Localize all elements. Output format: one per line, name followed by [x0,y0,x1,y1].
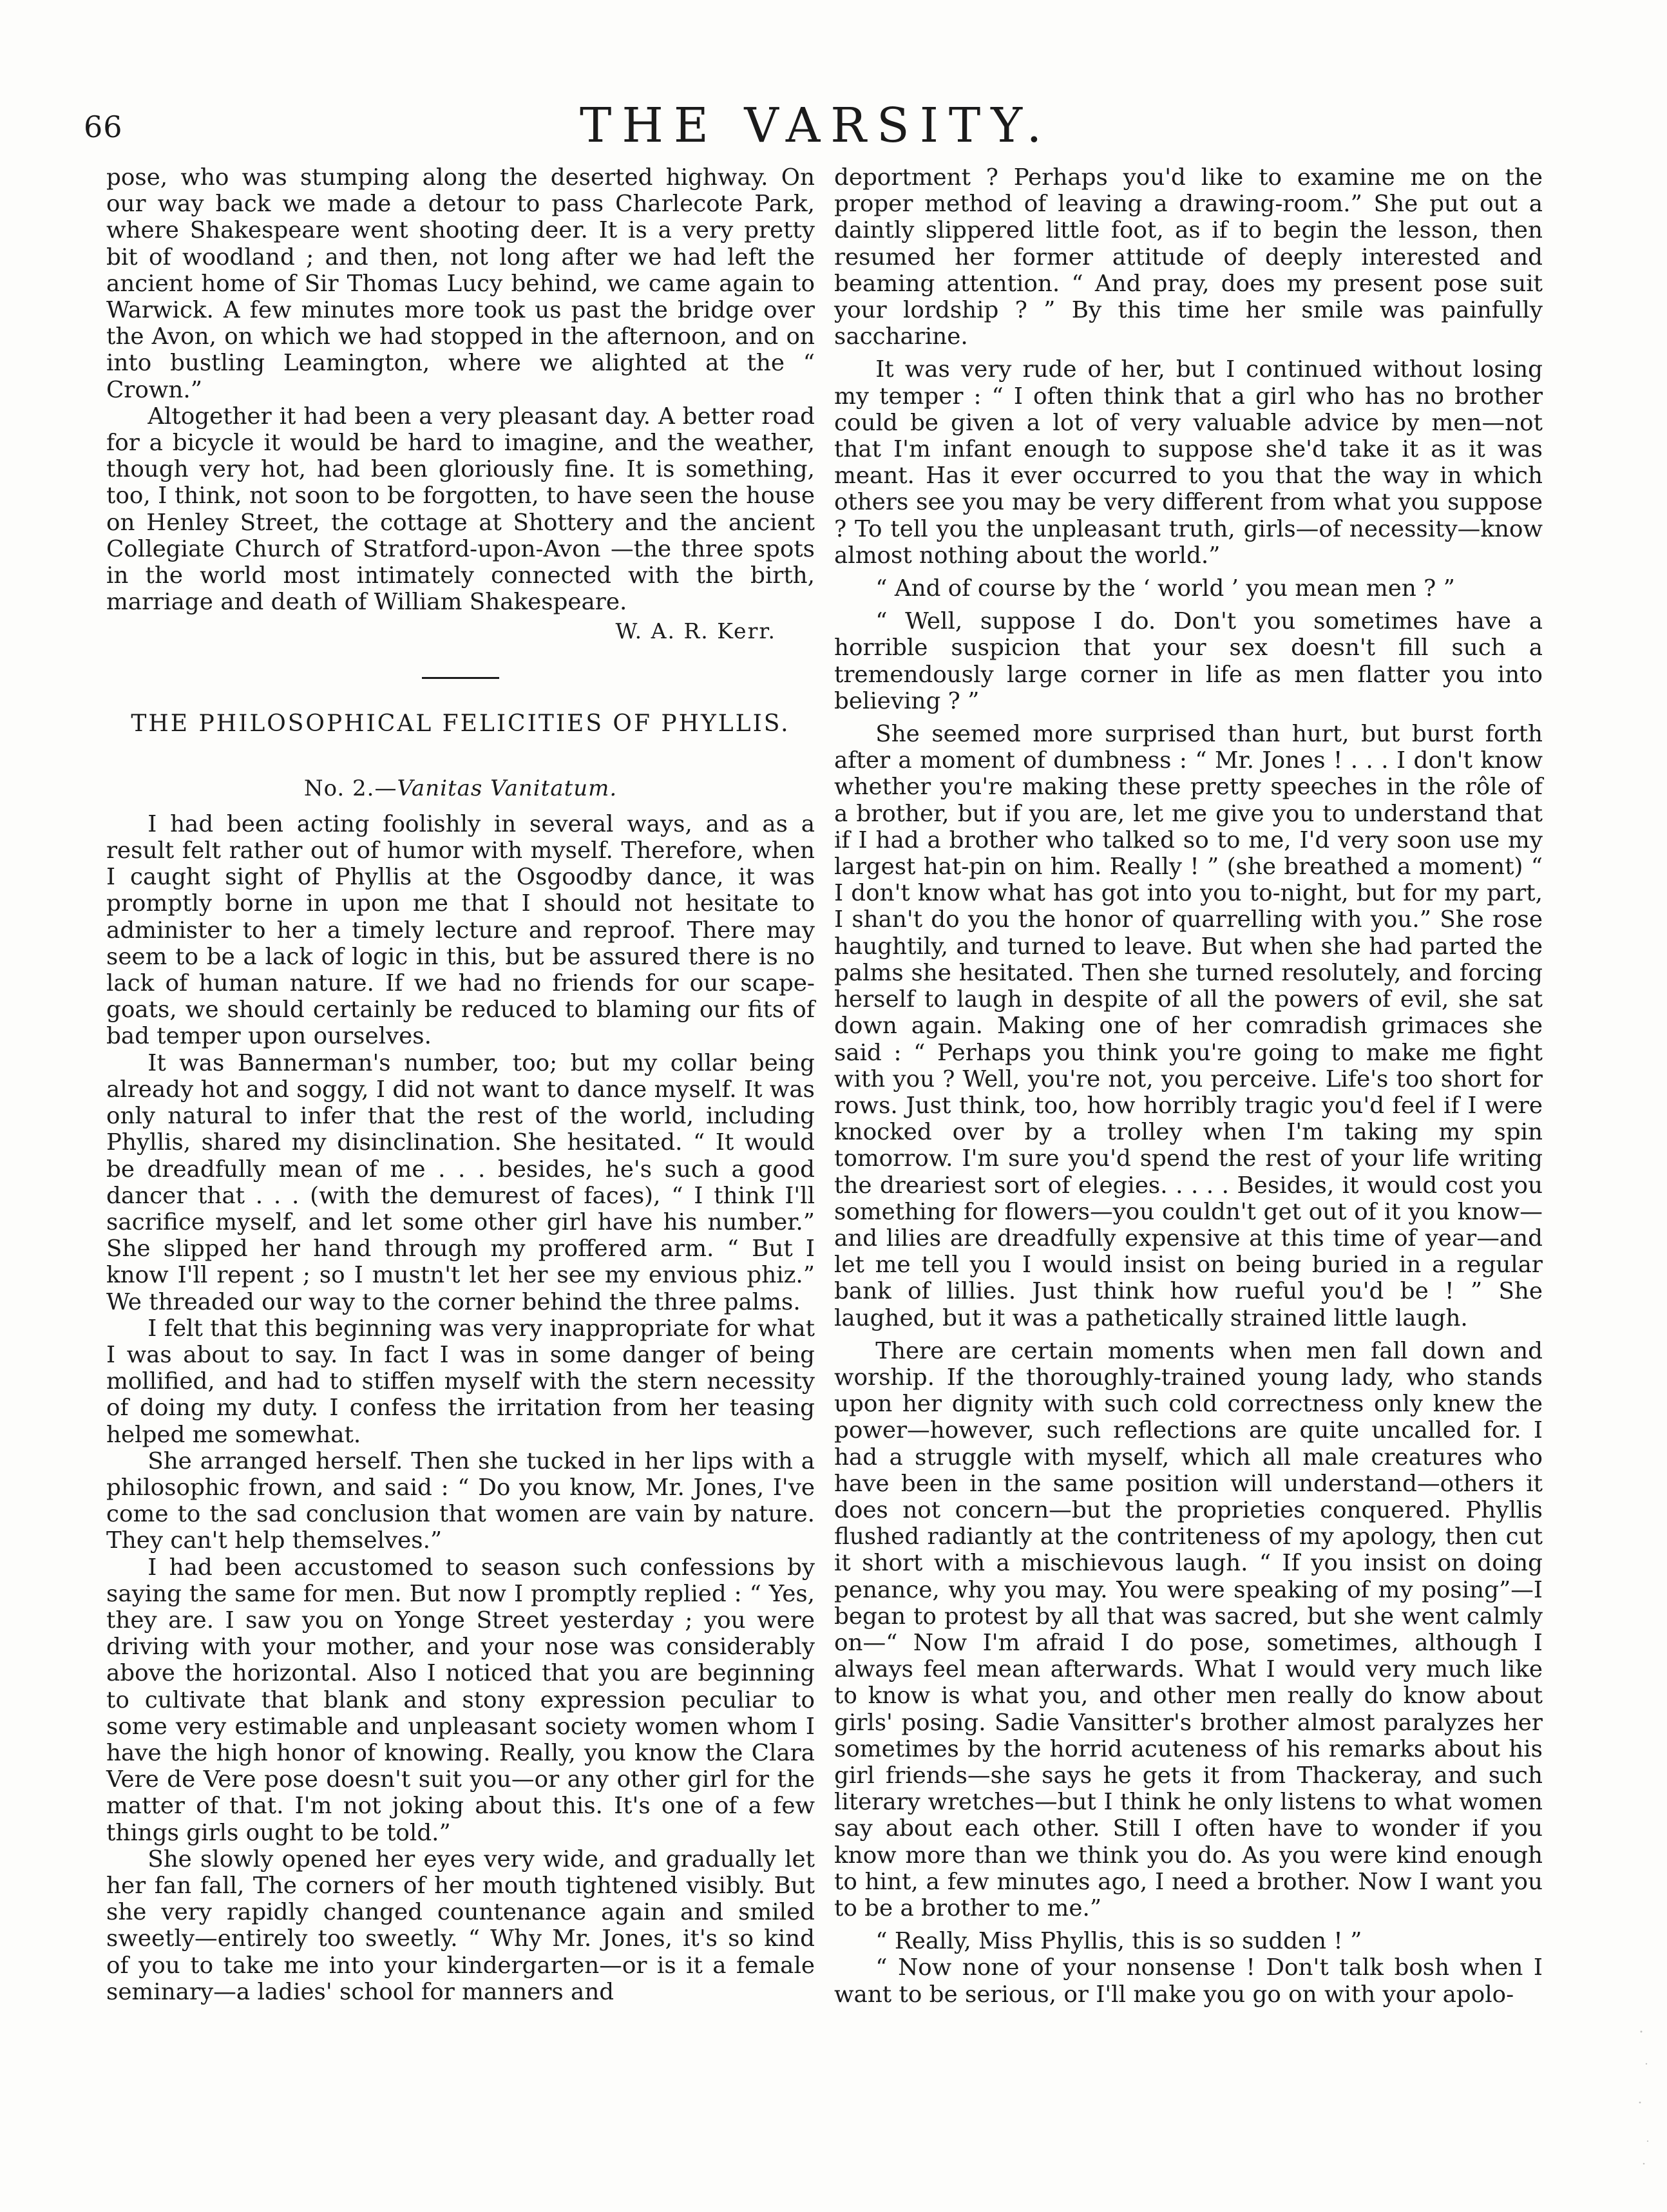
page-edge-marks [1635,2019,1654,2173]
paragraph: “ Well, suppose I do. Don't you sometimes have a horrible suspicion that your sex doesn't fill such a tremendously large corner in life as men flatter you into believing ? ” [834,608,1543,714]
page-number: 66 [84,110,123,144]
journal-title: THE VARSITY. [580,98,1053,153]
article-title: THE PHILOSOPHICAL FELICITIES OF PHYLLIS. [131,710,790,737]
author-signature: W. A. R. Kerr. [615,618,776,644]
paragraph: pose, who was stumping along the deserted highway. On our way back we made a detour to pass Charlecote Park, where Shakespeare went shooting deer. It is a very pretty bit of woodland ; and then, not long after we had left the ancient home of Sir Thomas Lucy behind, we came again to Warwick. A few minutes more took us past the bridge over the Avon, on which we had stopped in the afternoon, and on into bustling Leamington, where we alighted at the “ Crown.” [106,164,815,403]
section-divider [422,677,499,679]
paragraph: “ Now none of your nonsense ! Don't talk bosh when I want to be serious, or I'll make you go on with your apolo- [834,1954,1543,2008]
article-subtitle [106,776,815,802]
paragraph: There are certain moments when men fall down and worship. If the thoroughly-trained young lady, who stands upon her dignity with such cold correctness only knew the power—however, such reflections are quite uncalled for. I had a struggle with myself, which all male creatures who have been in the same position will understand—others it does not concern—but the proprieties conquered. Phyllis flushed radiantly at the contriteness of my apology, then cut it short with a mischievous laugh. “ If you insist on doing penance, why you may. You were speaking of my posing”—I began to protest by all that was sacred, but she went calmly on—“ Now I'm afraid I do pose, sometimes, although I always feel mean afterwards. What I would very much like to know is what you, and other men really do know about girls' posing. Sadie Vansitter's brother almost paralyzes her sometimes by the horrid acuteness of his remarks about his girl friends—she says he gets it from Thackeray, and such literary wretches—but I think he only listens to what women say about each other. Still I often have to wonder if you know more than we think you do. As you were kind enough to hint, a few minutes ago, I need a brother. Now I want you to be a brother to me.” [834,1337,1543,1921]
paragraph: Altogether it had been a very pleasant day. A better road for a bicycle it would be hard to imagine, and the weather, though very hot, had been gloriously fine. It is something, too, I think, not soon to be forgotten, to have seen the house on Henley Street, the cottage at Shottery and the ancient Collegiate Church of Stratford-upon-Avon —the three spots in the world most intimately connected with the birth, marriage and death of William Shakespeare. [106,403,815,616]
page-header [0,0,1667,153]
subtitle-number: No. 2.— [303,775,397,801]
paragraph: deportment ? Perhaps you'd like to examine me on the proper method of leaving a drawing-room.” She put out a daintly slippered little foot, as if to begin the lesson, then resumed her former attitude of deeply interested and beaming attention. “ And pray, does my present pose suit your lordship ? ” By this time her smile was painfully saccharine. [834,164,1543,350]
paragraph: She slowly opened her eyes very wide, and gradually let her fan fall, The corners of her mouth tightened visibly. But she very rapidly changed countenance again and smiled sweetly—entirely too sweetly. “ Why Mr. Jones, it's so kind of you to take me into your kindergarten—or is it a female seminary—a ladies' school for manners and [106,1845,815,2005]
paragraph: I had been accustomed to season such confessions by saying the same for men. But now I promptly replied : “ Yes, they are. I saw you on Yonge Street yesterday ; you were driving with your mother, and your nose was considerably above the horizontal. Also I noticed that you are beginning to cultivate that blank and stony expression peculiar to some very estimable and unpleasant society women whom I have the high honor of knowing. Really, you know the Clara Vere de Vere pose doesn't suit you—or any other girl for the matter of that. I'm not joking about this. It's one of a few things girls ought to be told.” [106,1554,815,1846]
subtitle-italic: Vanitas Vanitatum. [397,775,618,801]
paragraph: “ Really, Miss Phyllis, this is so sudden ! ” [875,1928,1362,1955]
paragraph: “ And of course by the ‘ world ’ you mean men ? ” [875,575,1455,602]
paragraph: It was very rude of her, but I continued without losing my temper : “ I often think that a girl who has no brother could be given a lot of very valuable advice by men—not that I'm infant enough to suppose she'd take it as it was meant. Has it ever occurred to you that the way in which others see you may be very different from what you suppose ? To tell you the unpleasant truth, girls—of necessity—know almost nothing about the world.” [834,356,1543,569]
paragraph: It was Bannerman's number, too; but my collar being already hot and soggy, I did not want to dance myself. It was only natural to infer that the rest of the world, including Phyllis, shared my disinclination. She hesitated. “ It would be dreadfully mean of me . . . besides, he's such a good dancer that . . . (with the demurest of faces), “ I think I'll sacrifice myself, and let some other girl have his number.” She slipped her hand through my proffered arm. “ But I know I'll repent ; so I mustn't let her see my envious phiz.” We threaded our way to the corner behind the three palms. [106,1049,815,1315]
paragraph: I had been acting foolishly in several ways, and as a result felt rather out of humor with myself. Therefore, when I caught sight of Phyllis at the Osgoodby dance, it was promptly borne in upon me that I should not hesitate to administer to her a timely lecture and reproof. There may seem to be a lack of logic in this, but be assured there is no lack of human nature. If we had no friends for our scape-goats, we should certainly be reduced to blaming our fits of bad temper upon ourselves. [106,810,815,1050]
right-column [834,164,1543,2008]
paragraph: She seemed more surprised than hurt, but burst forth after a moment of dumbness : “ Mr. Jones ! . . . I don't know whether you're making these pretty speeches in the rôle of a brother, but if you are, let me give you to understand that if I had a brother who talked so to me, I'd very soon use my largest hat-pin on him. Really ! ” (she breathed a moment) “ I don't know what has got into you to-night, but for my part, I shan't do you the honor of quarrelling with you.” She rose haughtily, and turned to leave. But when she had parted the palms she hesitated. Then she turned resolutely, and forcing herself to laugh in despite of all the powers of evil, she sat down again. Making one of her comradish grimaces she said : “ Perhaps you think you're going to make me fight with you ? Well, you're not, you perceive. Life's too short for rows. Just think, too, how horribly tragic you'd feel if I were knocked over by a trolley when I'm taking my spin tomorrow. I'm sure you'd spend the rest of your life writing the dreariest sort of elegies. . . . . Besides, it would cost you something for flowers—you couldn't get out of it you know—and lilies are dreadfully expensive at this time of year—and let me tell you I would insist on being buried in a regular bank of lillies. Just think how rueful you'd be ! ” She laughed, but it was a pathetically strained little laugh. [834,721,1543,1331]
paragraph: She arranged herself. Then she tucked in her lips with a philosophic frown, and said : “ Do you know, Mr. Jones, I've come to the sad conclusion that women are vain by nature. They can't help themselves.” [106,1447,815,1554]
paragraph: I felt that this beginning was very inappropriate for what I was about to say. In fact I was in some danger of being mollified, and had to stiffen myself with the stern necessity of doing my duty. I confess the irritation from her teasing helped me somewhat. [106,1315,815,1448]
left-column [106,164,815,2005]
